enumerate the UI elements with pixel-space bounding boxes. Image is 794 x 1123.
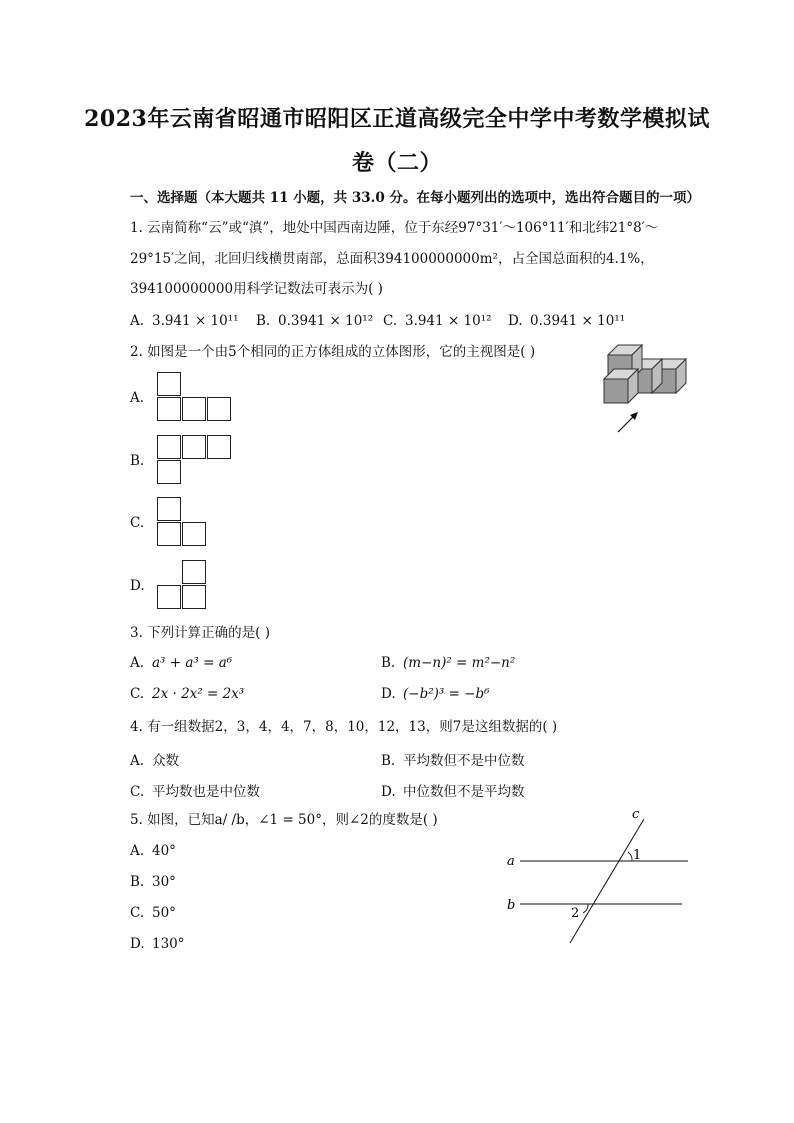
option-text: 50° [152,905,176,921]
option-text: 平均数但不是中位数 [403,753,525,769]
angle-1-arc [628,852,632,861]
option-label: A. [130,843,145,859]
q3-option-d [381,686,490,702]
grid-cell [157,522,181,546]
option-text: 3.941 × 10¹² [405,313,492,329]
cube-front-left [604,369,638,403]
grid-cell [207,397,231,421]
label-angle-1: 1 [633,848,642,863]
option-label: A. [130,655,145,671]
grid-cell [157,460,181,484]
page-title-line-1: 2023年云南省昭通市昭阳区正道高级完全中学中考数学模拟试 [84,106,710,132]
question-1-line-2: 29°15′之间，北回归线横贯南部，总面积394100000000m²，占全国总面积的4.1%， [130,251,654,267]
option-text: 30° [152,874,176,890]
option-label: D. [381,784,396,800]
grid-cell [157,372,181,396]
question-1-line-3: 394100000000用科学记数法可表示为( ) [130,281,383,297]
q1-option-a [130,313,239,329]
option-label: D. [130,936,145,952]
grid-cell [157,585,181,609]
option-label: D. [381,686,396,702]
q2-option-b-label: B. [130,453,145,469]
option-text: 中位数但不是平均数 [403,784,525,800]
option-label: D. [508,313,523,329]
q1-option-b [256,313,373,329]
option-label: A. [130,753,145,769]
option-label: A. [130,313,145,329]
grid-cell [182,585,206,609]
option-text: 2x · 2x² = 2x³ [152,686,245,702]
label-c: c [632,807,640,822]
q3-option-c [130,686,244,702]
option-text: 平均数也是中位数 [152,784,260,800]
q2-option-d-label: D. [130,578,145,594]
grid-cell [157,497,181,521]
option-label: B. [381,655,396,671]
q1-option-c [383,313,492,329]
q3-option-b [381,655,515,671]
q4-option-a [130,749,179,769]
q5-option-d [130,936,185,952]
question-3-line-1: 3. 下列计算正确的是( ) [130,625,270,641]
option-text: (m−n)² = m²−n² [403,655,516,671]
cube-solid-figure [598,340,698,440]
option-text: 0.3941 × 10¹² [278,313,374,329]
grid-cell [182,560,206,584]
option-text: 40° [152,843,176,859]
option-label: C. [130,905,145,921]
line-c [570,819,644,943]
option-text: 0.3941 × 10¹¹ [530,313,626,329]
option-text: a³ + a³ = a⁶ [152,655,233,671]
option-label: C. [130,784,145,800]
option-label: B. [130,874,145,890]
q4-option-b [381,749,525,769]
grid-cell [157,397,181,421]
q1-option-d [508,313,625,329]
question-4-line-1: 4. 有一组数据2，3，4，4，7，8，10，12，13，则7是这组数据的( ) [130,719,558,735]
q5-option-c [130,905,176,921]
q3-option-a [130,655,232,671]
option-label: B. [256,313,271,329]
option-text: 3.941 × 10¹¹ [152,313,239,329]
option-text: 众数 [152,753,179,769]
grid-cell [182,522,206,546]
q2-option-c-label: C. [130,515,145,531]
q5-option-a [130,843,176,859]
label-b: b [507,898,516,913]
q4-option-c [130,780,260,800]
option-text: 130° [152,936,185,952]
parallel-lines-figure [498,805,698,950]
section-header: 一、选择题（本大题共 11 小题，共 33.0 分。在每小题列出的选项中，选出符合题目的一项） [130,190,700,206]
option-text: (−b²)³ = −b⁶ [403,686,490,702]
grid-cell [182,435,206,459]
grid-cell [207,435,231,459]
angle-2-arc [583,904,588,913]
grid-cell [182,397,206,421]
option-label: C. [383,313,398,329]
label-a: a [507,854,515,869]
question-5-line-1: 5. 如图，已知a/ /b，∠1 = 50°，则∠2的度数是( ) [130,812,438,828]
label-angle-2: 2 [571,906,580,921]
grid-cell [157,435,181,459]
question-2-line-1: 2. 如图是一个由5个相同的正方体组成的立体图形，它的主视图是( ) [130,344,536,360]
option-label: C. [130,686,145,702]
q5-option-b [130,874,176,890]
question-1-line-1: 1. 云南简称“云”或“滇”，地处中国西南边陲，位于东经97°31′～106°11′和北纬21°8′～ [130,220,659,236]
q4-option-d [381,780,525,800]
q2-option-a-label: A. [130,390,145,406]
option-label: B. [381,753,396,769]
page-title-line-2: 卷（二） [351,150,442,176]
